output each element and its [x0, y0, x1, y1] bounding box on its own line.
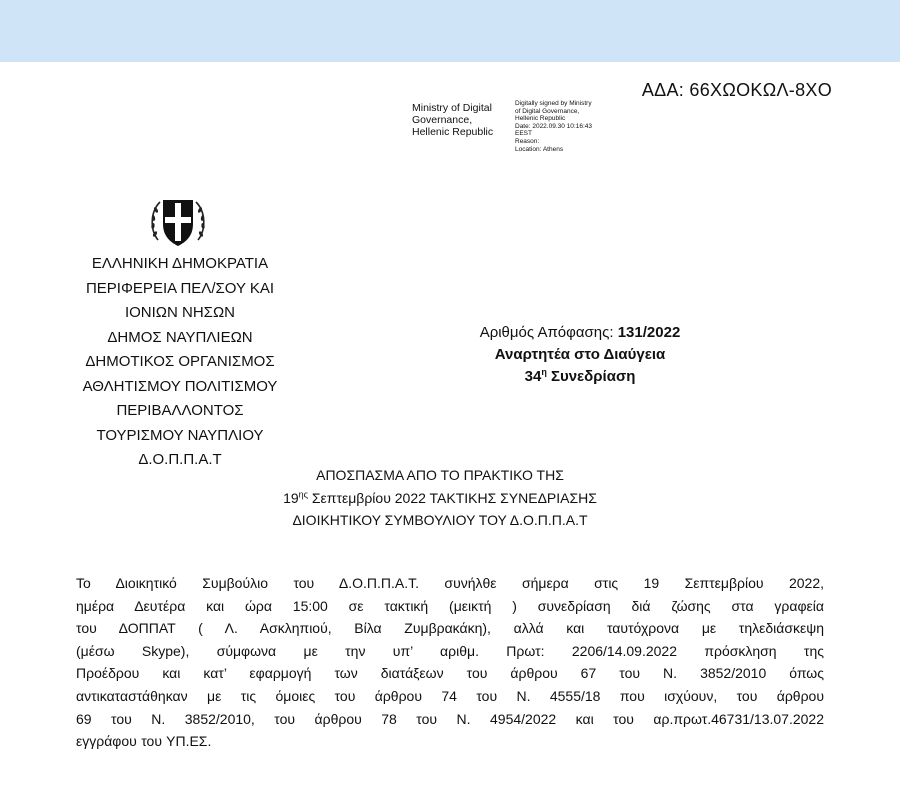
session-word: Συνεδρίαση	[550, 368, 636, 385]
decision-number	[440, 322, 720, 344]
extract-line-2-rest: Σεπτεμβρίου 2022 ΤΑΚΤΙΚΗΣ ΣΥΝΕΔΡΙΑΣΗΣ	[308, 489, 597, 506]
body-line: Προέδρου και κατ’ εφαρμογή των διατάξεων του άρθρου 67 του Ν. 3852/2010 όπως	[76, 665, 824, 682]
issuer-line: ΔΗΜΟΤΙΚΟΣ ΟΡΓΑΝΙΣΜΟΣ	[85, 353, 275, 370]
signature-detail-line: Location: Athens	[515, 145, 564, 153]
issuer-line: Δ.Ο.Π.Π.Α.Τ	[138, 451, 222, 468]
body-paragraph	[76, 572, 824, 753]
extract-line-2	[200, 487, 680, 510]
signature-detail-line: EEST	[515, 130, 532, 138]
extract-day-sup: ης	[298, 488, 308, 499]
signature-detail-line: Reason:	[515, 137, 540, 145]
body-line: ημέρα Δευτέρα και ώρα 15:00 σε τακτική (μεικτή ) συνεδρίαση διά ζώσης στα γραφεία	[76, 597, 824, 614]
session-number	[440, 366, 720, 388]
signature-details	[515, 100, 635, 153]
body-line: 69 του Ν. 3852/2010, του άρθρου 78 του Ν. 4954/2022 και του αρ.πρωτ.46731/13.07.2022	[76, 710, 824, 727]
issuer-line: ΙΟΝΙΩΝ ΝΗΣΩΝ	[124, 304, 236, 321]
extract-line-3: ΔΙΟΙΚΗΤΙΚΟΥ ΣΥΜΒΟΥΛΙΟΥ ΤΟΥ Δ.Ο.Π.Π.Α.Τ	[292, 512, 588, 528]
issuer-line: ΕΛΛΗΝΙΚΗ ΔΗΜΟΚΡΑΤΙΑ	[91, 255, 269, 272]
signature-signer	[412, 102, 516, 138]
signature-detail-line: Date: 2022.09.30 10:16:43	[515, 122, 592, 130]
issuer-line: ΤΟΥΡΙΣΜΟΥ ΝΑΥΠΛΙΟΥ	[96, 426, 264, 444]
decision-number-value: 131/2022	[617, 324, 681, 341]
extract-title	[200, 464, 680, 532]
diavgeia-posting-text: Αναρτητέα στο Διαύγεια	[494, 346, 666, 363]
decision-number-label: Αριθμός Απόφασης:	[479, 324, 614, 341]
body-line: Το Διοικητικό Συμβούλιο του Δ.Ο.Π.Π.Α.Τ. συνήλθε σήμερα στις 19 Σεπτεμβρίου 2022,	[76, 575, 824, 591]
signature-detail-line: Digitally signed by Ministry	[515, 100, 592, 107]
decision-info	[440, 322, 720, 388]
diavgeia-posting	[440, 344, 720, 366]
hellenic-emblem-icon	[146, 190, 210, 254]
body-line: του ΔΟΠΠΑΤ ( Λ. Ασκληπιού, Βίλα Ζυμβρακάκη), αλλά και ταυτόχρονα με τηλεδιάσκεψη	[76, 620, 824, 637]
document-page	[0, 62, 900, 789]
issuer-line: ΠΕΡΙΒΑΛΛΟΝΤΟΣ	[116, 402, 244, 419]
issuer-line: ΔΗΜΟΣ ΝΑΥΠΛΙΕΩΝ	[107, 328, 253, 346]
issuer-line: ΑΘΛΗΤΙΣΜΟΥ ΠΟΛΙΤΙΣΜΟΥ	[82, 377, 278, 395]
body-line: (μέσω Skype), σύμφωνα με την υπ’ αριθμ. Πρωτ: 2206/14.09.2022 πρόσκληση της	[76, 642, 824, 659]
session-num: 34	[524, 368, 542, 385]
issuer-header	[60, 252, 300, 473]
top-banner	[0, 0, 900, 62]
signature-signer-line: Governance,	[412, 114, 473, 126]
extract-day: 19	[283, 489, 299, 506]
signature-signer-line: Ministry of Digital	[412, 102, 492, 114]
issuer-line: ΠΕΡΙΦΕΡΕΙΑ ΠΕΛ/ΣΟΥ ΚΑΙ	[85, 279, 275, 297]
extract-line-1: ΑΠΟΣΠΑΣΜΑ ΑΠΟ ΤΟ ΠΡΑΚΤΙΚΟ ΤΗΣ	[316, 467, 564, 483]
signature-detail-line: Hellenic Republic	[515, 115, 566, 123]
body-line: εγγράφου του ΥΠ.ΕΣ.	[76, 733, 212, 750]
signature-signer-line: Hellenic Republic	[412, 126, 494, 138]
signature-detail-line: of Digital Governance,	[515, 107, 580, 115]
ada-code: ΑΔΑ: 66ΧΩΟΚΩΛ-8ΧΟ	[641, 80, 832, 100]
body-line: αντικαταστάθηκαν με τις όμοιες του άρθρου 74 του Ν. 4555/18 που ισχύουν, του άρθρου	[76, 687, 824, 704]
session-sup: η	[541, 367, 547, 377]
